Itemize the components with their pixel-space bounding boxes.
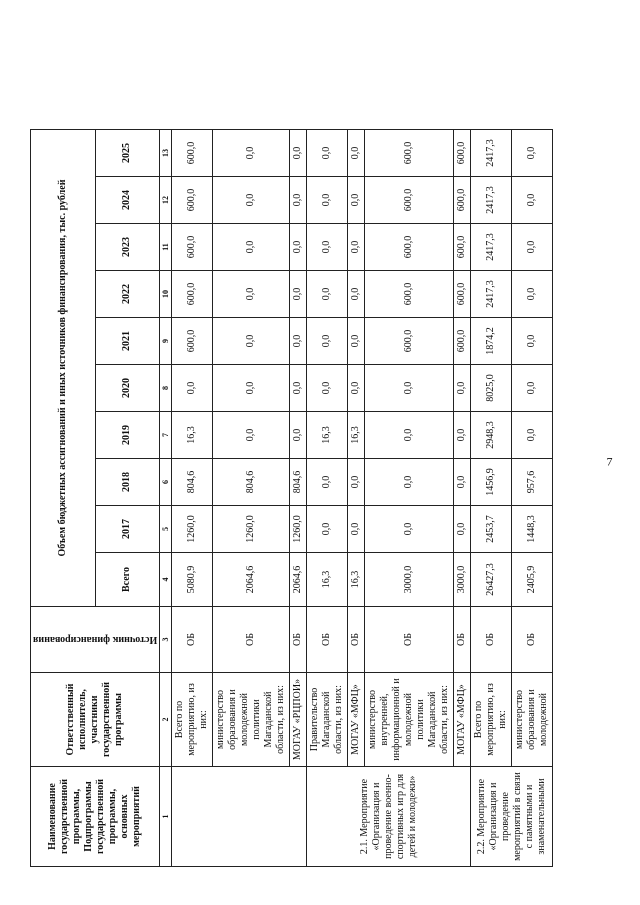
funding-table xyxy=(30,129,553,867)
year-value: 16,3 xyxy=(172,412,213,459)
executor-cell: МОГАУ «РЦПОИ» xyxy=(290,673,307,767)
table-row xyxy=(471,130,512,867)
year-value: 0,0 xyxy=(307,130,348,177)
year-value: 0,0 xyxy=(512,130,553,177)
year-value: 0,0 xyxy=(307,459,348,506)
total-value: 2405,9 xyxy=(512,553,553,607)
year-value: 0,0 xyxy=(454,412,471,459)
year-value: 600,0 xyxy=(365,318,454,365)
year-value: 2417,3 xyxy=(471,224,512,271)
year-value: 0,0 xyxy=(365,365,454,412)
year-value: 0,0 xyxy=(348,224,365,271)
table-row xyxy=(290,130,307,867)
year-value: 600,0 xyxy=(172,271,213,318)
year-value: 600,0 xyxy=(365,271,454,318)
year-value: 0,0 xyxy=(213,271,290,318)
table-row xyxy=(454,130,471,867)
year-value: 0,0 xyxy=(290,412,307,459)
header-year: 2017 xyxy=(95,506,160,553)
column-number: 4 xyxy=(160,553,172,607)
total-value: 16,3 xyxy=(348,553,365,607)
year-value: 8025,0 xyxy=(471,365,512,412)
year-value: 600,0 xyxy=(172,224,213,271)
year-value: 600,0 xyxy=(172,318,213,365)
year-value: 2948,3 xyxy=(471,412,512,459)
column-number: 12 xyxy=(160,177,172,224)
year-value: 0,0 xyxy=(454,506,471,553)
executor-cell: министерство образования и молодежной политики Магаданской области, из них: xyxy=(213,673,290,767)
year-value: 957,6 xyxy=(512,459,553,506)
year-value: 0,0 xyxy=(348,177,365,224)
year-value: 804,6 xyxy=(172,459,213,506)
year-value: 1456,9 xyxy=(471,459,512,506)
measure-name xyxy=(172,767,307,867)
header-year: 2024 xyxy=(95,177,160,224)
year-value: 0,0 xyxy=(213,130,290,177)
year-value: 0,0 xyxy=(348,130,365,177)
year-value: 600,0 xyxy=(454,177,471,224)
source-cell: ОБ xyxy=(365,607,454,673)
source-cell: ОБ xyxy=(172,607,213,673)
total-value: 5080,9 xyxy=(172,553,213,607)
year-value: 0,0 xyxy=(348,318,365,365)
column-number: 7 xyxy=(160,412,172,459)
year-value: 0,0 xyxy=(172,365,213,412)
column-number: 6 xyxy=(160,459,172,506)
column-number: 13 xyxy=(160,130,172,177)
year-value: 0,0 xyxy=(307,177,348,224)
year-value: 804,6 xyxy=(290,459,307,506)
year-value: 0,0 xyxy=(290,318,307,365)
header-name: Наименование государственной программы, Подпрограммы государственной программы, основных мероприятий xyxy=(31,767,160,867)
year-value: 0,0 xyxy=(512,412,553,459)
header-year: 2022 xyxy=(95,271,160,318)
column-number-row xyxy=(160,130,172,867)
total-value: 2064,6 xyxy=(290,553,307,607)
year-value: 0,0 xyxy=(348,506,365,553)
year-value: 0,0 xyxy=(213,318,290,365)
year-value: 0,0 xyxy=(290,365,307,412)
table-row xyxy=(365,130,454,867)
measure-name: 2.1. Мероприятие «Организация и проведение военно-спортивных игр для детей и молодежи» xyxy=(307,767,471,867)
measure-name: 2.2. Мероприятие «Организация и проведение мероприятий в связи с памятными и знаменательными xyxy=(471,767,553,867)
year-value: 0,0 xyxy=(290,130,307,177)
year-value: 16,3 xyxy=(348,412,365,459)
column-number: 2 xyxy=(160,673,172,767)
year-value: 0,0 xyxy=(348,459,365,506)
total-value: 2064,6 xyxy=(213,553,290,607)
header-year: 2025 xyxy=(95,130,160,177)
year-value: 1448,3 xyxy=(512,506,553,553)
header-executor: Ответственный исполнитель, участники государственной программы xyxy=(31,673,160,767)
year-value: 600,0 xyxy=(365,130,454,177)
total-value: 3000,0 xyxy=(454,553,471,607)
table-body xyxy=(172,130,553,867)
year-value: 1874,2 xyxy=(471,318,512,365)
year-value: 0,0 xyxy=(365,459,454,506)
header-year: 2020 xyxy=(95,365,160,412)
year-value: 0,0 xyxy=(213,365,290,412)
year-value: 600,0 xyxy=(454,224,471,271)
year-value: 2417,3 xyxy=(471,130,512,177)
year-value: 0,0 xyxy=(290,177,307,224)
header-year: 2018 xyxy=(95,459,160,506)
year-value: 600,0 xyxy=(454,271,471,318)
executor-cell: министерство образования и молодежной xyxy=(512,673,553,767)
total-value: 16,3 xyxy=(307,553,348,607)
year-value: 600,0 xyxy=(454,130,471,177)
year-value: 1260,0 xyxy=(213,506,290,553)
source-cell: ОБ xyxy=(512,607,553,673)
header-source: Источник финансирования xyxy=(33,634,158,646)
year-value: 0,0 xyxy=(512,365,553,412)
year-value: 804,6 xyxy=(213,459,290,506)
year-value: 600,0 xyxy=(365,224,454,271)
table-row xyxy=(512,130,553,867)
column-number: 11 xyxy=(160,224,172,271)
year-value: 0,0 xyxy=(307,506,348,553)
total-value: 3000,0 xyxy=(365,553,454,607)
executor-cell: Всего по мероприятию, из них: xyxy=(471,673,512,767)
year-value: 0,0 xyxy=(307,318,348,365)
header-source-cell xyxy=(31,607,160,673)
year-value: 0,0 xyxy=(348,271,365,318)
source-cell: ОБ xyxy=(454,607,471,673)
source-cell: ОБ xyxy=(471,607,512,673)
year-value: 0,0 xyxy=(348,365,365,412)
year-value: 0,0 xyxy=(307,224,348,271)
year-value: 0,0 xyxy=(365,506,454,553)
table-row xyxy=(348,130,365,867)
header-year: 2023 xyxy=(95,224,160,271)
year-value: 0,0 xyxy=(512,177,553,224)
header-total: Всего xyxy=(95,553,160,607)
column-number: 10 xyxy=(160,271,172,318)
executor-cell: МОГАУ «МФЦ» xyxy=(454,673,471,767)
year-value: 600,0 xyxy=(172,130,213,177)
source-cell: ОБ xyxy=(290,607,307,673)
header-row-1 xyxy=(31,130,96,867)
table-row xyxy=(307,130,348,867)
year-value: 0,0 xyxy=(512,318,553,365)
year-value: 0,0 xyxy=(290,271,307,318)
header-year: 2019 xyxy=(95,412,160,459)
header-year: 2021 xyxy=(95,318,160,365)
executor-cell: Всего по мероприятию, из них: xyxy=(172,673,213,767)
year-value: 600,0 xyxy=(172,177,213,224)
column-number: 3 xyxy=(160,607,172,673)
column-number: 1 xyxy=(160,767,172,867)
year-value: 2417,3 xyxy=(471,271,512,318)
year-value: 0,0 xyxy=(213,177,290,224)
page-number: 7 xyxy=(606,454,613,469)
year-value: 1260,0 xyxy=(290,506,307,553)
table-row xyxy=(172,130,213,867)
executor-cell: министерство внутренней, информационной и молодежной политики Магаданской области, из них: xyxy=(365,673,454,767)
source-cell: ОБ xyxy=(348,607,365,673)
source-cell: ОБ xyxy=(213,607,290,673)
year-value: 2453,7 xyxy=(471,506,512,553)
year-value: 16,3 xyxy=(307,412,348,459)
column-number: 5 xyxy=(160,506,172,553)
year-value: 0,0 xyxy=(290,224,307,271)
year-value: 0,0 xyxy=(454,365,471,412)
table-row xyxy=(213,130,290,867)
year-value: 0,0 xyxy=(365,412,454,459)
year-value: 0,0 xyxy=(454,459,471,506)
year-value: 0,0 xyxy=(512,224,553,271)
header-funding: Объем бюджетных ассигнований и иных источников финансирования, тыс. рублей xyxy=(31,130,96,607)
year-value: 0,0 xyxy=(307,365,348,412)
year-value: 600,0 xyxy=(365,177,454,224)
column-number: 8 xyxy=(160,365,172,412)
year-value: 0,0 xyxy=(307,271,348,318)
source-cell: ОБ xyxy=(307,607,348,673)
year-value: 1260,0 xyxy=(172,506,213,553)
year-value: 0,0 xyxy=(213,224,290,271)
executor-cell: Правительство Магаданской области, из них: xyxy=(307,673,348,767)
year-value: 0,0 xyxy=(213,412,290,459)
executor-cell: МОГАУ «МФЦ» xyxy=(348,673,365,767)
year-value: 0,0 xyxy=(512,271,553,318)
column-number: 9 xyxy=(160,318,172,365)
year-value: 600,0 xyxy=(454,318,471,365)
total-value: 26427,3 xyxy=(471,553,512,607)
year-value: 2417,3 xyxy=(471,177,512,224)
